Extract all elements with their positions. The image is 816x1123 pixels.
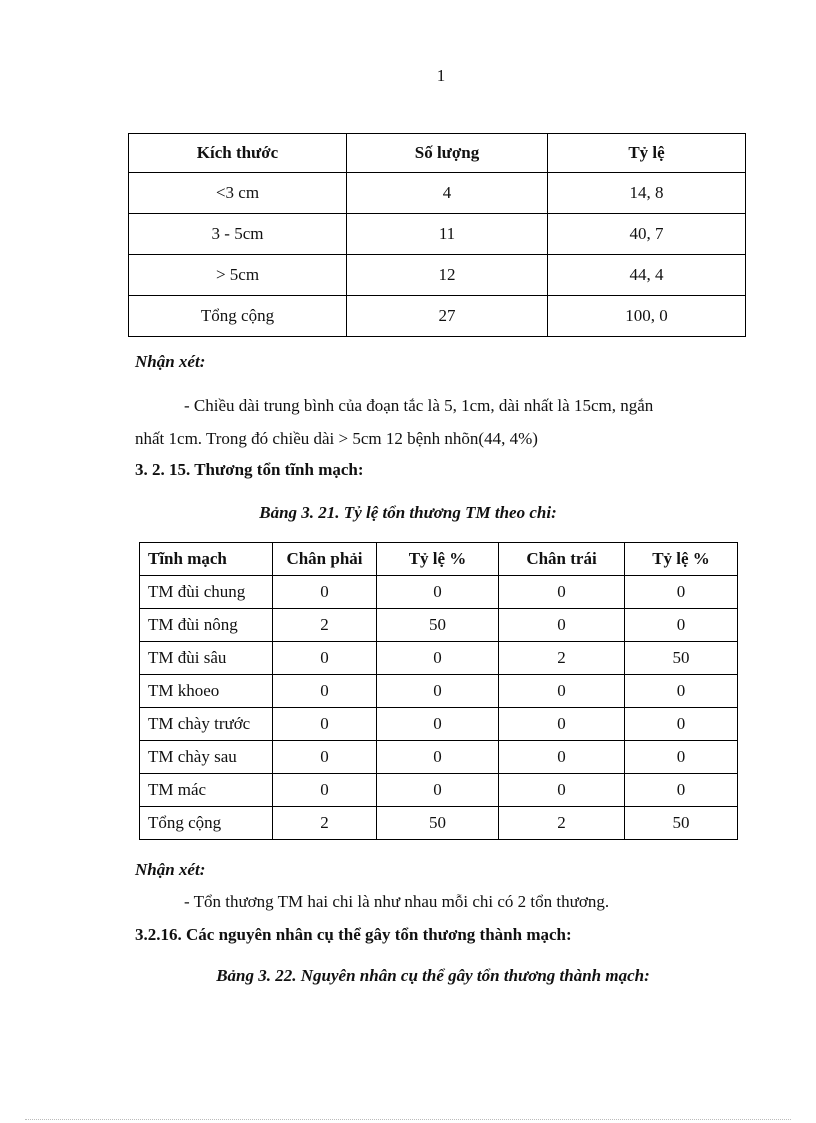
table-cell: 0 bbox=[273, 741, 377, 774]
page-footer-divider bbox=[25, 1119, 791, 1120]
table-cell: 3 - 5cm bbox=[129, 214, 347, 255]
page-number: 1 bbox=[436, 66, 446, 85]
table-cell: 50 bbox=[377, 609, 499, 642]
table-cell: 0 bbox=[625, 675, 738, 708]
table-cell: 12 bbox=[347, 255, 548, 296]
table-cell: 100, 0 bbox=[548, 296, 746, 337]
table-row bbox=[140, 576, 738, 609]
table-row bbox=[140, 642, 738, 675]
table-cell: 2 bbox=[499, 642, 625, 675]
vein-lesion-table bbox=[139, 542, 738, 840]
table-cell: 14, 8 bbox=[548, 173, 746, 214]
table-cell: 0 bbox=[273, 774, 377, 807]
table-cell: TM chày sau bbox=[140, 741, 273, 774]
col-header-right-ratio: Tỷ lệ % bbox=[377, 543, 499, 576]
table-cell: 0 bbox=[377, 675, 499, 708]
table-cell: TM chày trước bbox=[140, 708, 273, 741]
remark-text-line: - Chiều dài trung bình của đoạn tắc là 5, 1cm, dài nhất là 15cm, ngắn bbox=[184, 396, 654, 415]
table-caption: Bảng 3. 21. Tỷ lệ tổn thương TM theo chi: bbox=[259, 503, 557, 522]
table-cell: 0 bbox=[625, 609, 738, 642]
size-table bbox=[128, 133, 746, 337]
table-cell: TM đùi chung bbox=[140, 576, 273, 609]
table-header-row bbox=[140, 543, 738, 576]
table-cell: 44, 4 bbox=[548, 255, 746, 296]
table-cell: 27 bbox=[347, 296, 548, 337]
remark-text-line: - Tổn thương TM hai chi là như nhau mỗi chi có 2 tổn thương. bbox=[184, 892, 610, 911]
table-cell: 0 bbox=[273, 708, 377, 741]
table-cell: 0 bbox=[499, 609, 625, 642]
table-cell: 0 bbox=[377, 741, 499, 774]
table-cell: 50 bbox=[377, 807, 499, 840]
col-header-right-leg: Chân phải bbox=[273, 543, 377, 576]
table-cell: TM mác bbox=[140, 774, 273, 807]
table-row bbox=[129, 173, 746, 214]
table-row bbox=[129, 296, 746, 337]
table-row bbox=[140, 741, 738, 774]
table-cell: 0 bbox=[499, 708, 625, 741]
col-header-left-ratio: Tỷ lệ % bbox=[625, 543, 738, 576]
table-row bbox=[140, 807, 738, 840]
table-cell: 0 bbox=[499, 774, 625, 807]
table-cell: 0 bbox=[499, 741, 625, 774]
table-cell: 2 bbox=[273, 609, 377, 642]
table-cell: Tổng cộng bbox=[140, 807, 273, 840]
remark-label: Nhận xét: bbox=[135, 860, 206, 879]
table-row bbox=[129, 214, 746, 255]
table-row bbox=[140, 609, 738, 642]
section-heading: 3.2.16. Các nguyên nhân cụ thể gây tổn thương thành mạch: bbox=[135, 925, 572, 944]
col-header-ratio: Tỷ lệ bbox=[548, 134, 746, 173]
table-cell: TM đùi nông bbox=[140, 609, 273, 642]
table-row bbox=[140, 708, 738, 741]
section-heading: 3. 2. 15. Thương tổn tĩnh mạch: bbox=[135, 460, 364, 479]
table-caption: Bảng 3. 22. Nguyên nhân cụ thể gây tổn thương thành mạch: bbox=[216, 966, 650, 985]
remark-label: Nhận xét: bbox=[135, 352, 206, 371]
table-cell: <3 cm bbox=[129, 173, 347, 214]
table-header-row bbox=[129, 134, 746, 173]
table-cell: 0 bbox=[625, 708, 738, 741]
remark-text-line: nhất 1cm. Trong đó chiều dài > 5cm 12 bệnh nhõn(44, 4%) bbox=[135, 429, 538, 448]
table-cell: 0 bbox=[377, 774, 499, 807]
table-cell: 2 bbox=[273, 807, 377, 840]
table-cell: TM đùi sâu bbox=[140, 642, 273, 675]
table-cell: 0 bbox=[273, 675, 377, 708]
table-cell: 0 bbox=[273, 642, 377, 675]
table-cell: 11 bbox=[347, 214, 548, 255]
table-cell: 50 bbox=[625, 807, 738, 840]
table-row bbox=[140, 774, 738, 807]
table-cell: TM khoeo bbox=[140, 675, 273, 708]
table-cell: 0 bbox=[625, 576, 738, 609]
table-cell: 50 bbox=[625, 642, 738, 675]
table-cell: 4 bbox=[347, 173, 548, 214]
table-cell: 0 bbox=[377, 708, 499, 741]
table-row bbox=[129, 255, 746, 296]
table-cell: 0 bbox=[499, 675, 625, 708]
col-header-vein: Tĩnh mạch bbox=[140, 543, 273, 576]
table-cell: 0 bbox=[625, 774, 738, 807]
table-cell: 0 bbox=[499, 576, 625, 609]
table-cell: 0 bbox=[273, 576, 377, 609]
col-header-count: Số lượng bbox=[347, 134, 548, 173]
table-cell: 0 bbox=[625, 741, 738, 774]
table-cell: 2 bbox=[499, 807, 625, 840]
table-cell: 0 bbox=[377, 576, 499, 609]
col-header-left-leg: Chân trái bbox=[499, 543, 625, 576]
table-row bbox=[140, 675, 738, 708]
table-cell: > 5cm bbox=[129, 255, 347, 296]
table-cell: 40, 7 bbox=[548, 214, 746, 255]
table-cell: Tổng cộng bbox=[129, 296, 347, 337]
table-cell: 0 bbox=[377, 642, 499, 675]
col-header-size: Kích thước bbox=[129, 134, 347, 173]
